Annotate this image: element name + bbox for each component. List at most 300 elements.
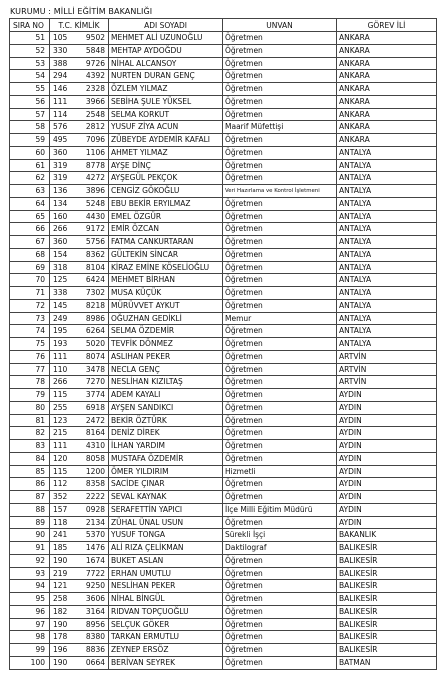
tc-kimlik-suffix: 7722 — [85, 568, 105, 578]
full-name: ERHAN UMUTLU — [108, 568, 222, 580]
table-row — [9, 313, 437, 326]
duty-province: ANTALYA — [336, 287, 437, 299]
row-number: 76 — [9, 351, 49, 363]
tc-kimlik-cell — [49, 300, 108, 312]
table-row — [9, 45, 437, 58]
table-row — [9, 619, 437, 632]
row-number: 62 — [9, 172, 49, 184]
full-name: KİRAZ EMİNE KÖSELİOĞLU — [108, 262, 222, 274]
duty-province: BATMAN — [336, 657, 437, 669]
tc-kimlik-prefix: 134 — [53, 198, 68, 208]
table-row — [9, 58, 437, 71]
duty-province: ANTALYA — [336, 160, 437, 172]
tc-kimlik-cell — [49, 262, 108, 274]
table-row — [9, 504, 437, 517]
table-body — [9, 32, 437, 670]
tc-kimlik-suffix: 1476 — [85, 543, 105, 552]
full-name: ZÜHAL ÜNAL USUN — [108, 517, 222, 529]
tc-kimlik-suffix: 8058 — [85, 453, 105, 463]
row-number: 89 — [9, 517, 49, 529]
tc-kimlik-cell — [49, 606, 108, 618]
job-title: Öğretmen — [222, 517, 336, 529]
tc-kimlik-suffix: 8836 — [85, 645, 105, 654]
table-row — [9, 32, 437, 45]
full-name: SERAFETTİN YAPICI — [108, 504, 222, 516]
full-name: ASLIHAN PEKER — [108, 351, 222, 363]
job-title: Öğretmen — [222, 376, 336, 388]
table-row — [9, 466, 437, 479]
row-number: 75 — [9, 338, 49, 350]
full-name: TEVFİK DÖNMEZ — [108, 338, 222, 350]
row-number: 58 — [9, 121, 49, 133]
table-row — [9, 478, 437, 491]
row-number: 61 — [9, 160, 49, 172]
job-title: Öğretmen — [222, 172, 336, 184]
full-name: ALİ RIZA ÇELİKMAN — [108, 542, 222, 554]
tc-kimlik-prefix: 123 — [53, 415, 68, 425]
tc-kimlik-prefix: 258 — [53, 594, 68, 603]
tc-kimlik-cell — [49, 172, 108, 184]
tc-kimlik-cell — [49, 223, 108, 235]
job-title: Öğretmen — [222, 287, 336, 299]
full-name: ADEM KAYALI — [108, 389, 222, 401]
job-title: Öğretmen — [222, 606, 336, 618]
tc-kimlik-prefix: 196 — [53, 645, 68, 654]
job-title: Öğretmen — [222, 211, 336, 223]
tc-kimlik-suffix: 8358 — [85, 479, 105, 489]
tc-kimlik-prefix: 193 — [53, 339, 68, 348]
job-title: Öğretmen — [222, 491, 336, 503]
tc-kimlik-cell — [49, 325, 108, 337]
tc-kimlik-cell — [49, 491, 108, 503]
row-number: 55 — [9, 83, 49, 95]
tc-kimlik-cell — [49, 236, 108, 248]
row-number: 60 — [9, 147, 49, 159]
table-row — [9, 593, 437, 606]
row-number: 63 — [9, 185, 49, 197]
duty-province: AYDIN — [336, 478, 437, 490]
job-title: Öğretmen — [222, 453, 336, 465]
row-number: 73 — [9, 313, 49, 325]
tc-kimlik-cell — [49, 58, 108, 70]
row-number: 74 — [9, 325, 49, 337]
table-row — [9, 364, 437, 377]
tc-kimlik-prefix: 352 — [53, 492, 68, 501]
table-row — [9, 198, 437, 211]
tc-kimlik-cell — [49, 121, 108, 133]
tc-kimlik-prefix: 178 — [53, 632, 68, 642]
tc-kimlik-prefix: 136 — [53, 186, 68, 195]
job-title: Öğretmen — [222, 644, 336, 656]
tc-kimlik-suffix: 2134 — [85, 517, 105, 527]
tc-kimlik-suffix: 5756 — [85, 237, 105, 246]
duty-province: BALIKESİR — [336, 631, 437, 643]
duty-province: ANTALYA — [336, 274, 437, 286]
tc-kimlik-cell — [49, 504, 108, 516]
tc-kimlik-suffix: 2472 — [85, 415, 105, 425]
tc-kimlik-prefix: 115 — [53, 466, 68, 476]
tc-kimlik-suffix: 8218 — [85, 300, 105, 310]
table-row — [9, 376, 437, 389]
row-number: 94 — [9, 580, 49, 592]
table-row — [9, 185, 437, 198]
tc-kimlik-suffix: 8104 — [85, 262, 105, 272]
row-number: 78 — [9, 376, 49, 388]
duty-province: AYDIN — [336, 427, 437, 439]
tc-kimlik-prefix: 319 — [53, 173, 68, 183]
row-number: 82 — [9, 427, 49, 439]
job-title: Öğretmen — [222, 325, 336, 337]
tc-kimlik-prefix: 338 — [53, 288, 68, 297]
job-title: Öğretmen — [222, 389, 336, 401]
duty-province: ANTALYA — [336, 223, 437, 235]
tc-kimlik-cell — [49, 542, 108, 554]
tc-kimlik-prefix: 118 — [53, 517, 68, 527]
duty-province: ANTALYA — [336, 300, 437, 312]
tc-kimlik-cell — [49, 529, 108, 541]
table-row — [9, 351, 437, 364]
tc-kimlik-prefix: 160 — [53, 211, 68, 221]
column-header-gorev-ili: GÖREV İLİ — [336, 19, 437, 31]
duty-province: BAKANLIK — [336, 529, 437, 541]
duty-province: AYDIN — [336, 491, 437, 503]
tc-kimlik-prefix: 215 — [53, 428, 68, 438]
tc-kimlik-prefix: 319 — [53, 160, 68, 170]
job-title: Öğretmen — [222, 593, 336, 605]
job-title: Öğretmen — [222, 262, 336, 274]
full-name: MEHMET ALİ UZUNOĞLU — [108, 32, 222, 44]
tc-kimlik-cell — [49, 185, 108, 197]
tc-kimlik-suffix: 8778 — [85, 160, 105, 170]
tc-kimlik-suffix: 7270 — [85, 377, 105, 387]
tc-kimlik-prefix: 190 — [53, 619, 68, 629]
tc-kimlik-cell — [49, 160, 108, 172]
full-name: SELÇUK GÖKER — [108, 619, 222, 631]
tc-kimlik-cell — [49, 287, 108, 299]
row-number: 83 — [9, 440, 49, 452]
tc-kimlik-suffix: 2812 — [85, 122, 105, 132]
full-name: SELMA ÖZDEMİR — [108, 325, 222, 337]
tc-kimlik-cell — [49, 211, 108, 223]
table-row — [9, 568, 437, 581]
table-row — [9, 70, 437, 83]
tc-kimlik-prefix: 576 — [53, 122, 68, 132]
tc-kimlik-suffix: 9726 — [85, 58, 105, 68]
row-number: 70 — [9, 274, 49, 286]
job-title: Öğretmen — [222, 96, 336, 108]
tc-kimlik-suffix: 6264 — [85, 326, 105, 336]
tc-kimlik-prefix: 241 — [53, 530, 68, 540]
duty-province: ARTVİN — [336, 376, 437, 388]
row-number: 66 — [9, 223, 49, 235]
column-header-sira-no: SIRA NO — [9, 19, 49, 31]
table-row — [9, 529, 437, 542]
duty-province: ANTALYA — [336, 236, 437, 248]
tc-kimlik-suffix: 7302 — [85, 288, 105, 297]
job-title: İlçe Milli Eğitim Müdürü — [222, 504, 336, 516]
full-name: BUKET ASLAN — [108, 555, 222, 567]
full-name: TARKAN ERMUTLU — [108, 631, 222, 643]
full-name: YUSUF ZİYA ACUN — [108, 121, 222, 133]
tc-kimlik-suffix: 3606 — [85, 594, 105, 603]
tc-kimlik-suffix: 5020 — [85, 339, 105, 348]
tc-kimlik-prefix: 105 — [53, 33, 68, 42]
tc-kimlik-suffix: 2328 — [85, 84, 105, 93]
full-name: MUSTAFA ÖZDEMİR — [108, 453, 222, 465]
duty-province: ANKARA — [336, 45, 437, 57]
table-row — [9, 415, 437, 428]
tc-kimlik-suffix: 3966 — [85, 96, 105, 106]
job-title: Hizmetli — [222, 466, 336, 478]
tc-kimlik-prefix: 294 — [53, 71, 68, 81]
tc-kimlik-suffix: 3478 — [85, 364, 105, 374]
full-name: BEKİR ÖZTÜRK — [108, 415, 222, 427]
tc-kimlik-cell — [49, 631, 108, 643]
job-title: Maarif Müfettişi — [222, 121, 336, 133]
job-title: Öğretmen — [222, 160, 336, 172]
job-title: Öğretmen — [222, 364, 336, 376]
tc-kimlik-prefix: 112 — [53, 479, 68, 489]
job-title: Öğretmen — [222, 555, 336, 567]
row-number: 91 — [9, 542, 49, 554]
tc-kimlik-prefix: 121 — [53, 581, 68, 591]
row-number: 99 — [9, 644, 49, 656]
row-number: 92 — [9, 555, 49, 567]
tc-kimlik-suffix: 2548 — [85, 109, 105, 119]
tc-kimlik-cell — [49, 376, 108, 388]
table-row — [9, 134, 437, 147]
row-number: 56 — [9, 96, 49, 108]
tc-kimlik-suffix: 8986 — [85, 313, 105, 323]
full-name: AYŞE DİNÇ — [108, 160, 222, 172]
tc-kimlik-suffix: 3774 — [85, 390, 105, 399]
tc-kimlik-cell — [49, 478, 108, 490]
job-title: Öğretmen — [222, 631, 336, 643]
row-number: 59 — [9, 134, 49, 146]
tc-kimlik-cell — [49, 198, 108, 210]
tc-kimlik-suffix: 0664 — [85, 657, 105, 667]
table-row — [9, 491, 437, 504]
column-header-adi-soyadi: ADI SOYADI — [108, 19, 222, 31]
duty-province: ANKARA — [336, 96, 437, 108]
row-number: 72 — [9, 300, 49, 312]
row-number: 93 — [9, 568, 49, 580]
job-title: Öğretmen — [222, 198, 336, 210]
personnel-table — [9, 18, 437, 670]
row-number: 96 — [9, 606, 49, 618]
tc-kimlik-suffix: 4430 — [85, 211, 105, 221]
tc-kimlik-suffix: 2222 — [85, 492, 105, 501]
full-name: YUSUF TONGA — [108, 529, 222, 541]
table-row — [9, 172, 437, 185]
tc-kimlik-suffix: 9250 — [85, 581, 105, 591]
tc-kimlik-prefix: 330 — [53, 45, 68, 55]
row-number: 71 — [9, 287, 49, 299]
tc-kimlik-cell — [49, 274, 108, 286]
tc-kimlik-prefix: 266 — [53, 224, 68, 234]
full-name: AYŞEGÜL PEKÇOK — [108, 172, 222, 184]
tc-kimlik-cell — [49, 313, 108, 325]
tc-kimlik-cell — [49, 249, 108, 261]
tc-kimlik-suffix: 4310 — [85, 441, 105, 450]
tc-kimlik-prefix: 146 — [53, 84, 68, 93]
table-row — [9, 338, 437, 351]
tc-kimlik-prefix: 255 — [53, 402, 68, 412]
full-name: SEBİHA ŞULE YÜKSEL — [108, 96, 222, 108]
table-row — [9, 262, 437, 275]
row-number: 98 — [9, 631, 49, 643]
tc-kimlik-prefix: 190 — [53, 555, 68, 565]
table-row — [9, 96, 437, 109]
table-row — [9, 274, 437, 287]
duty-province: AYDIN — [336, 389, 437, 401]
duty-province: AYDIN — [336, 440, 437, 452]
tc-kimlik-prefix: 388 — [53, 58, 68, 68]
tc-kimlik-suffix: 0928 — [85, 504, 105, 514]
table-row — [9, 109, 437, 122]
tc-kimlik-prefix: 182 — [53, 606, 68, 616]
job-title: Öğretmen — [222, 657, 336, 669]
duty-province: ARTVİN — [336, 364, 437, 376]
tc-kimlik-prefix: 219 — [53, 568, 68, 578]
job-title: Öğretmen — [222, 619, 336, 631]
tc-kimlik-prefix: 125 — [53, 275, 68, 285]
full-name: SACİDE ÇINAR — [108, 478, 222, 490]
full-name: MUSA KÜÇÜK — [108, 287, 222, 299]
table-row — [9, 427, 437, 440]
duty-province: AYDIN — [336, 402, 437, 414]
duty-province: BALIKESİR — [336, 580, 437, 592]
tc-kimlik-suffix: 5248 — [85, 198, 105, 208]
row-number: 97 — [9, 619, 49, 631]
row-number: 54 — [9, 70, 49, 82]
table-row — [9, 644, 437, 657]
duty-province: ANKARA — [336, 32, 437, 44]
tc-kimlik-prefix: 157 — [53, 504, 68, 514]
job-title: Öğretmen — [222, 274, 336, 286]
tc-kimlik-prefix: 111 — [53, 441, 68, 450]
tc-kimlik-suffix: 8164 — [85, 428, 105, 438]
tc-kimlik-prefix: 360 — [53, 147, 68, 157]
full-name: DENİZ DİREK — [108, 427, 222, 439]
table-row — [9, 121, 437, 134]
tc-kimlik-cell — [49, 32, 108, 44]
tc-kimlik-prefix: 318 — [53, 262, 68, 272]
table-row — [9, 160, 437, 173]
full-name: NECLA GENÇ — [108, 364, 222, 376]
duty-province: ANTALYA — [336, 172, 437, 184]
job-title: Öğretmen — [222, 236, 336, 248]
tc-kimlik-cell — [49, 338, 108, 350]
row-number: 100 — [9, 657, 49, 669]
tc-kimlik-prefix: 110 — [53, 364, 68, 374]
duty-province: ARTVİN — [336, 351, 437, 363]
job-title: Daktilograf — [222, 542, 336, 554]
tc-kimlik-cell — [49, 134, 108, 146]
tc-kimlik-suffix: 8074 — [85, 351, 105, 361]
tc-kimlik-cell — [49, 415, 108, 427]
table-row — [9, 517, 437, 530]
tc-kimlik-suffix: 4272 — [85, 173, 105, 183]
job-title: Öğretmen — [222, 45, 336, 57]
duty-province: BALIKESİR — [336, 568, 437, 580]
table-row — [9, 236, 437, 249]
row-number: 88 — [9, 504, 49, 516]
table-row — [9, 580, 437, 593]
tc-kimlik-suffix: 9502 — [85, 33, 105, 42]
tc-kimlik-suffix: 6918 — [85, 402, 105, 412]
table-row — [9, 287, 437, 300]
table-row — [9, 555, 437, 568]
table-row — [9, 606, 437, 619]
tc-kimlik-prefix: 185 — [53, 543, 68, 552]
duty-province: ANTALYA — [336, 198, 437, 210]
job-title: Öğretmen — [222, 58, 336, 70]
row-number: 69 — [9, 262, 49, 274]
tc-kimlik-suffix: 7096 — [85, 135, 105, 144]
job-title: Öğretmen — [222, 351, 336, 363]
tc-kimlik-cell — [49, 466, 108, 478]
job-title: Öğretmen — [222, 134, 336, 146]
full-name: CENGİZ GÖKOĞLU — [108, 185, 222, 197]
full-name: AYŞEN SANDIKCI — [108, 402, 222, 414]
job-title: Öğretmen — [222, 568, 336, 580]
tc-kimlik-suffix: 1674 — [85, 555, 105, 565]
tc-kimlik-suffix: 8380 — [85, 632, 105, 642]
table-row — [9, 147, 437, 160]
full-name: NESLİHAN KIZILTAŞ — [108, 376, 222, 388]
duty-province: ANTALYA — [336, 211, 437, 223]
full-name: OĞUZHAN GEDİKLİ — [108, 313, 222, 325]
table-row — [9, 211, 437, 224]
row-number: 51 — [9, 32, 49, 44]
full-name: MEHTAP AYDOĞDU — [108, 45, 222, 57]
full-name: ÖMER YILDIRIM — [108, 466, 222, 478]
tc-kimlik-suffix: 9172 — [85, 224, 105, 234]
full-name: İLHAN YARDIM — [108, 440, 222, 452]
job-title: Öğretmen — [222, 223, 336, 235]
row-number: 95 — [9, 593, 49, 605]
full-name: GÜLTEKİN SİNCAR — [108, 249, 222, 261]
tc-kimlik-cell — [49, 568, 108, 580]
full-name: NİHAL ALCANSOY — [108, 58, 222, 70]
tc-kimlik-suffix: 3164 — [85, 606, 105, 616]
tc-kimlik-prefix: 111 — [53, 351, 68, 361]
tc-kimlik-prefix: 120 — [53, 453, 68, 463]
job-title: Memur — [222, 313, 336, 325]
table-row — [9, 453, 437, 466]
tc-kimlik-cell — [49, 45, 108, 57]
tc-kimlik-suffix: 5370 — [85, 530, 105, 540]
job-title: Öğretmen — [222, 427, 336, 439]
full-name: RIDVAN TOPÇUOĞLU — [108, 606, 222, 618]
row-number: 79 — [9, 389, 49, 401]
tc-kimlik-prefix: 111 — [53, 96, 68, 106]
row-number: 77 — [9, 364, 49, 376]
duty-province: AYDIN — [336, 517, 437, 529]
tc-kimlik-suffix: 6424 — [85, 275, 105, 285]
full-name: EMEL ÖZGÜR — [108, 211, 222, 223]
row-number: 67 — [9, 236, 49, 248]
table-row — [9, 657, 437, 670]
row-number: 52 — [9, 45, 49, 57]
table-row — [9, 223, 437, 236]
tc-kimlik-prefix: 114 — [53, 109, 68, 119]
tc-kimlik-cell — [49, 517, 108, 529]
tc-kimlik-prefix: 495 — [53, 135, 68, 144]
tc-kimlik-cell — [49, 351, 108, 363]
tc-kimlik-suffix: 3896 — [85, 186, 105, 195]
